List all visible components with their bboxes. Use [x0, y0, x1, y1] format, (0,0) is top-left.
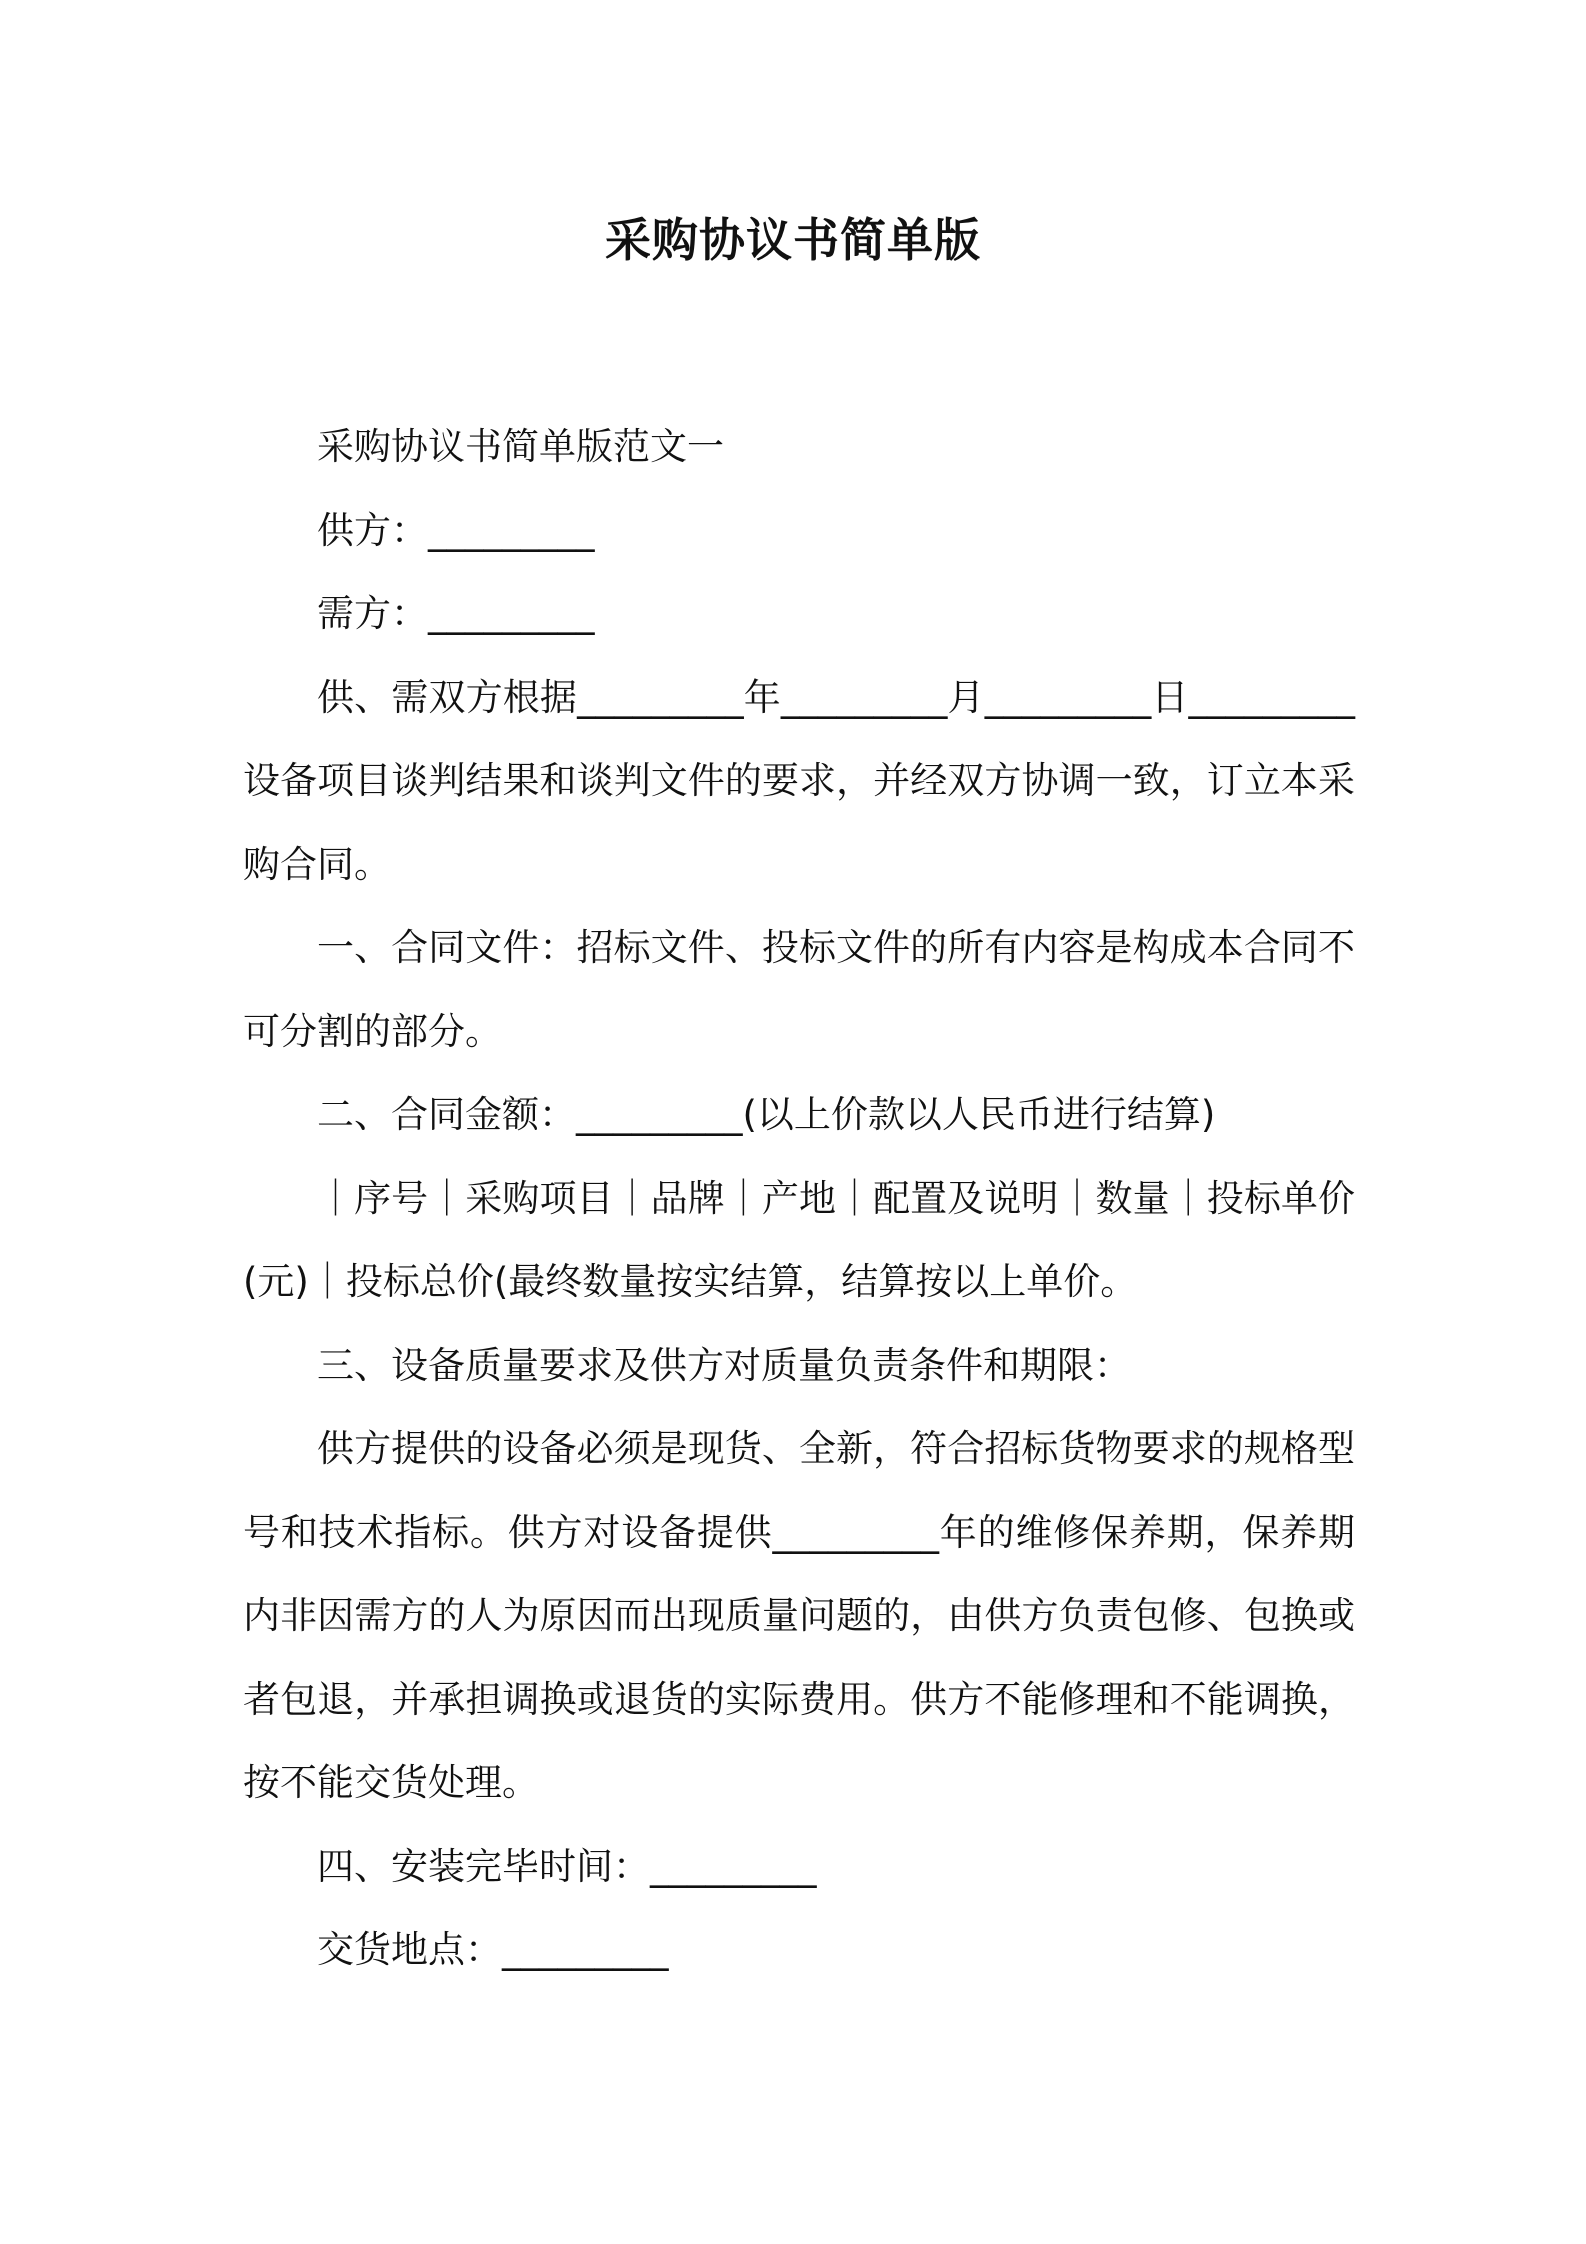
- document-body: [243, 405, 1355, 1992]
- paragraph-installation-time: 四、安装完毕时间：_________: [317, 1844, 817, 1888]
- paragraph-delivery-location: 交货地点：_________: [317, 1928, 669, 1971]
- paragraph-contract-documents: 一、合同文件：招标文件、投标文件的所有内容是构成本合同不可分割的部分。: [243, 926, 1355, 1053]
- paragraph-item-table-row: ｜序号｜采购项目｜品牌｜产地｜配置及说明｜数量｜投标单价(元)｜投标总价(最终数量按实结算，结算按以上单价。: [243, 1176, 1355, 1303]
- paragraph-buyer: 需方：_________: [317, 592, 595, 635]
- paragraph-contract-amount: 二、合同金额：_________(以上价款以人民币进行结算): [317, 1093, 1216, 1136]
- paragraph-heading-sample: 采购协议书简单版范文一: [317, 425, 724, 468]
- paragraph-quality-terms: 供方提供的设备必须是现货、全新，符合招标货物要求的规格型号和技术指标。供方对设备提供_________年的维修保养期，保养期内非因需方的人为原因而出现质量问题的，由供方负责包修、包换或者包退，并承担调换或退货的实际费用。供方不能修理和不能调换，按不能交货处理。: [243, 1427, 1355, 1804]
- document-title: 采购协议书简单版: [605, 213, 981, 267]
- paragraph-basis: 供、需双方根据_________年_________月_________日_________设备项目谈判结果和谈判文件的要求，并经双方协调一致，订立本采购合同。: [243, 675, 1355, 886]
- paragraph-quality-heading: 三、设备质量要求及供方对质量负责条件和期限：: [317, 1343, 1131, 1387]
- paragraph-supplier: 供方：_________: [317, 508, 595, 552]
